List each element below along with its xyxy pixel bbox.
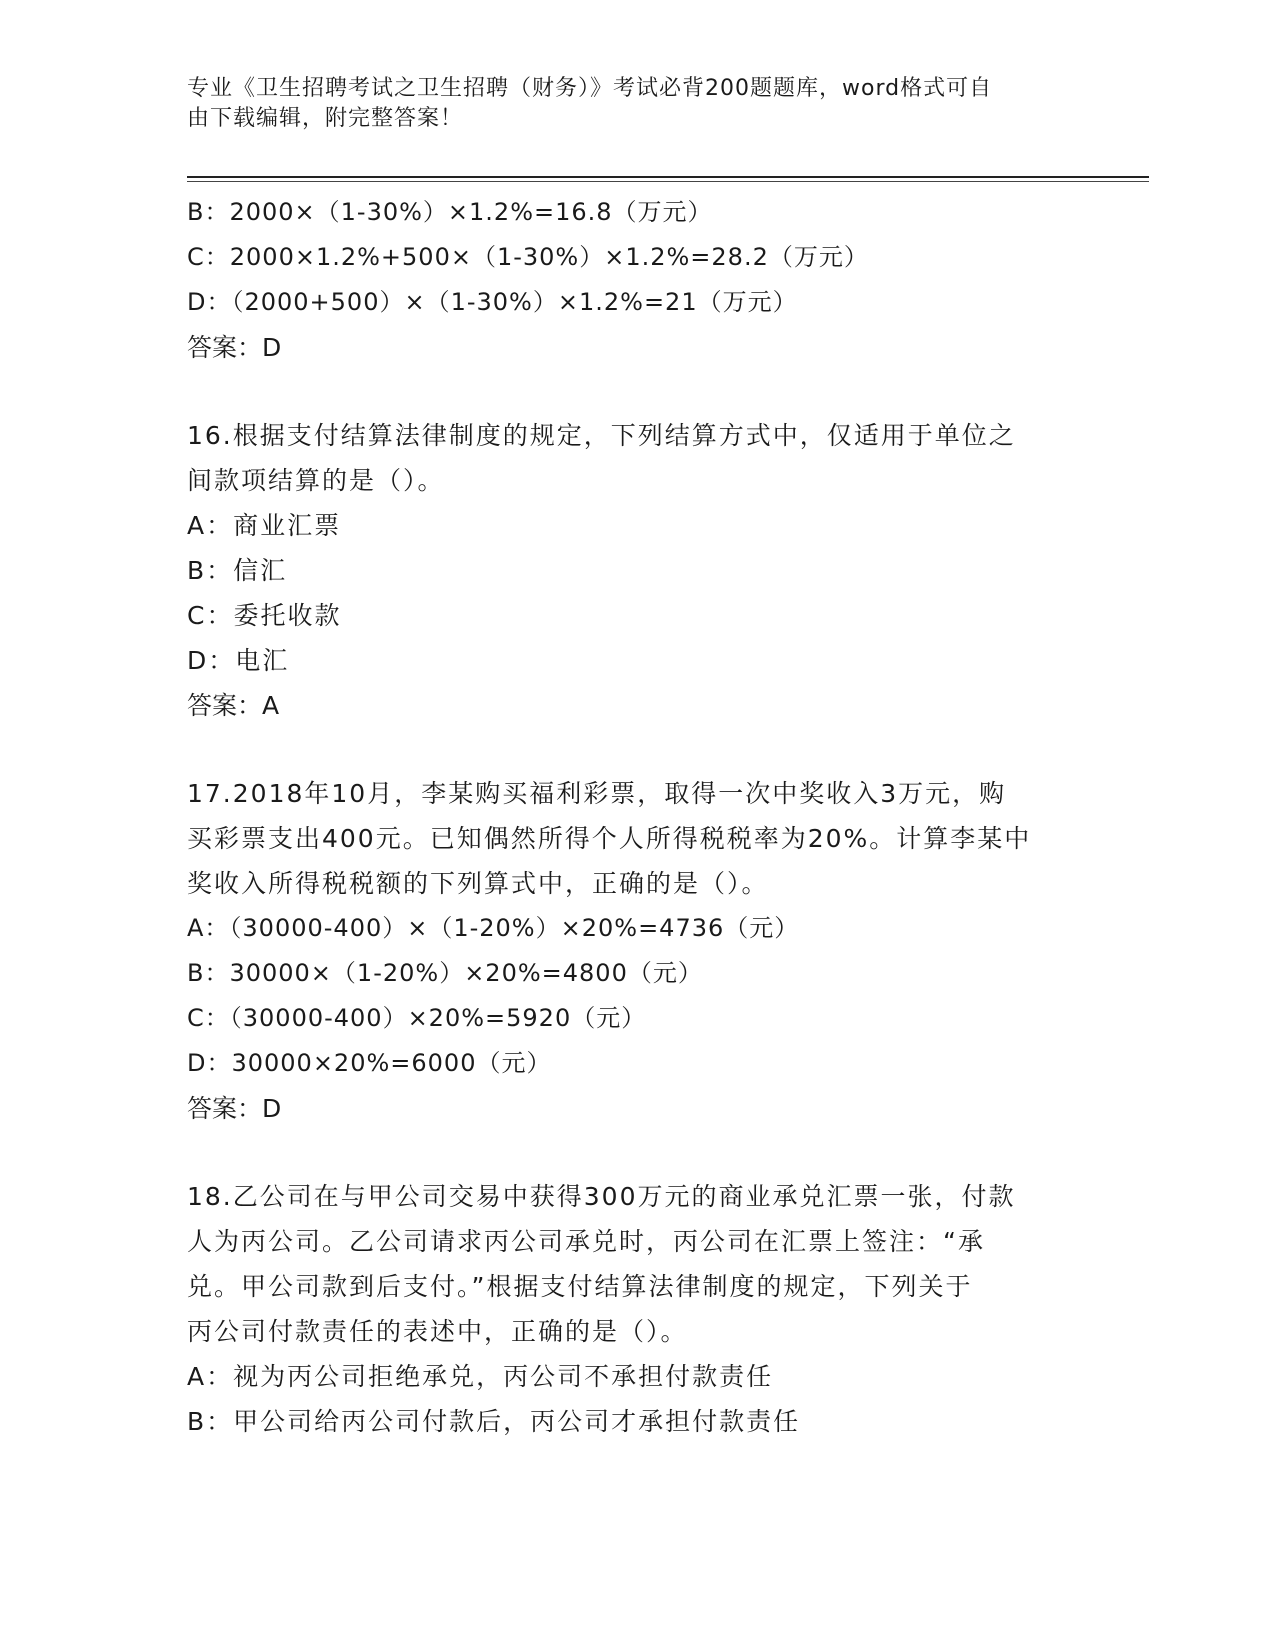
question-spacer [187,371,1087,413]
question-stem-line: 人为丙公司。乙公司请求丙公司承兑时，丙公司在汇票上签注：“承 [187,1227,985,1256]
option-a: A：视为丙公司拒绝承兑，丙公司不承担付款责任 [187,1362,774,1391]
answer-line: 答案：D [187,333,282,362]
question-spacer [187,729,1087,771]
header-line-2: 由下载编辑，附完整答案！ [187,106,464,131]
option-c: C：（30000-400）×20%=5920（元） [187,1004,647,1032]
question-stem-line: 18.乙公司在与甲公司交易中获得300万元的商业承兑汇票一张，付款 [187,1182,1016,1211]
header-divider-thick [187,176,1149,178]
question-stem-line: 兑。甲公司款到后支付。”根据支付结算法律制度的规定，下列关于 [187,1272,973,1301]
header-line-1: 专业《卫生招聘考试之卫生招聘（财务）》考试必背200题题库，word格式可自 [187,76,993,101]
header-divider-thin [187,181,1149,182]
document-body [187,190,1087,1444]
option-a: A：（30000-400）×（1-20%）×20%=4736（元） [187,914,800,942]
option-d: D：30000×20%=6000（元） [187,1049,552,1077]
option-b: B：信汇 [187,556,288,585]
option-b: B：2000×（1-30%）×1.2%=16.8（万元） [187,198,713,226]
option-a: A：商业汇票 [187,511,342,540]
option-c: C：2000×1.2%+500×（1-30%）×1.2%=28.2（万元） [187,243,869,271]
option-d: D：（2000+500）×（1-30%）×1.2%=21（万元） [187,288,798,316]
question-16 [187,413,1087,729]
question-18 [187,1174,1087,1444]
question-stem-line: 16.根据支付结算法律制度的规定，下列结算方式中，仅适用于单位之 [187,421,1016,450]
question-stem-line: 丙公司付款责任的表述中，正确的是（）。 [187,1317,688,1346]
question-spacer [187,1132,1087,1174]
answer-line: 答案：D [187,1094,282,1123]
option-d: D：电汇 [187,646,290,675]
question-stem-line: 间款项结算的是（）。 [187,466,445,495]
option-b: B：甲公司给丙公司付款后，丙公司才承担付款责任 [187,1407,801,1436]
option-c: C：委托收款 [187,601,342,630]
question-stem-line: 买彩票支出400元。已知偶然所得个人所得税税率为20%。计算李某中 [187,824,1032,853]
answer-line: 答案：A [187,691,280,720]
question-17 [187,771,1087,1132]
question-15-continued [187,190,1087,371]
question-stem-line: 奖收入所得税税额的下列算式中，正确的是（）。 [187,869,769,898]
document-header [187,74,1087,134]
option-b: B：30000×（1-20%）×20%=4800（元） [187,959,703,987]
question-stem-line: 17.2018年10月，李某购买福利彩票，取得一次中奖收入3万元，购 [187,779,1007,808]
